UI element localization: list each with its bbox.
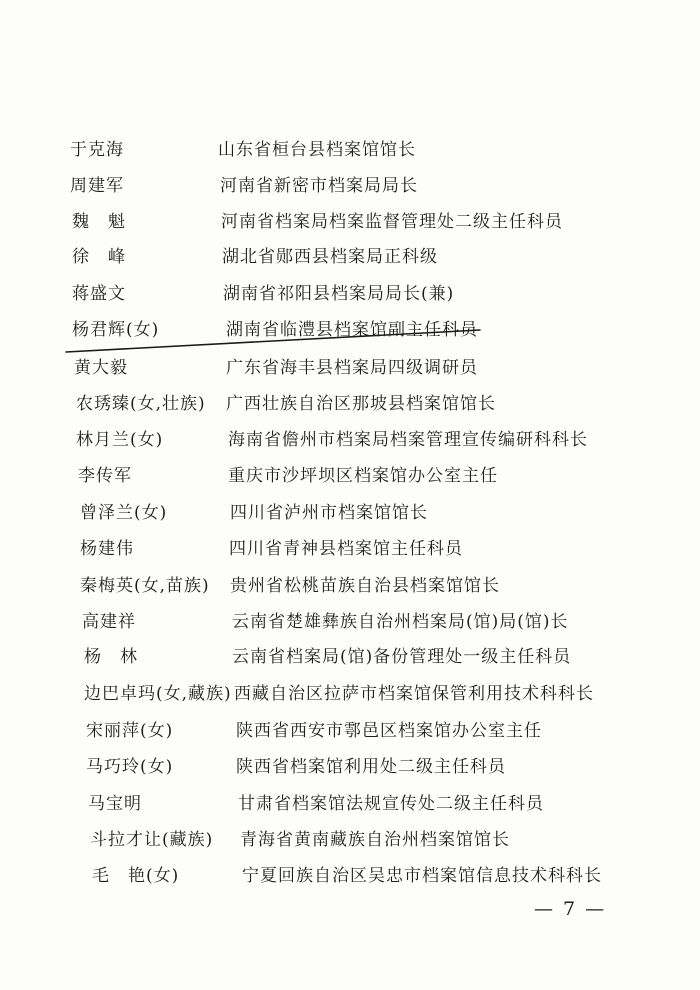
person-name: 魏 魁 (72, 212, 126, 232)
person-name: 徐 峰 (72, 247, 126, 267)
person-position: 陕西省档案馆利用处二级主任科员 (236, 757, 506, 777)
person-position: 河南省档案局档案监督管理处二级主任科员 (221, 212, 563, 232)
person-position: 海南省儋州市档案局档案管理宣传编研科科长 (228, 430, 588, 450)
person-name: 于克海 (70, 140, 124, 160)
person-name: 马宝明 (88, 794, 142, 814)
person-position: 陕西省西安市鄠邑区档案馆办公室主任 (236, 721, 542, 741)
person-position: 湖南省祁阳县档案局局长(兼) (223, 284, 455, 304)
person-name: 农琇臻(女,壮族) (76, 394, 206, 414)
person-position: 四川省泸州市档案馆馆长 (230, 503, 428, 523)
person-name: 林月兰(女) (76, 430, 164, 450)
person-position: 西藏自治区拉萨市档案馆保管利用技术科科长 (234, 684, 594, 704)
person-position: 河南省新密市档案局局长 (220, 176, 418, 196)
person-position: 湖南省临澧县档案馆副主任科员 (226, 320, 478, 340)
person-position: 宁夏回族自治区吴忠市档案馆信息技术科科长 (242, 866, 602, 886)
person-name: 杨建伟 (80, 539, 134, 559)
person-name: 宋丽萍(女) (86, 721, 174, 741)
person-name: 蒋盛文 (72, 284, 126, 304)
person-name: 李传军 (78, 466, 132, 486)
person-position: 山东省桓台县档案馆馆长 (218, 140, 416, 160)
person-name: 周建军 (70, 176, 124, 196)
person-name: 杨君辉(女) (72, 320, 160, 340)
person-position: 湖北省郧西县档案局正科级 (222, 247, 438, 267)
person-position: 青海省黄南藏族自治州档案馆馆长 (240, 830, 510, 850)
person-name: 马巧玲(女) (86, 757, 174, 777)
person-position: 云南省楚雄彝族自治州档案局(馆)局(馆)长 (232, 612, 569, 632)
person-name: 秦梅英(女,苗族) (80, 576, 210, 596)
person-name: 杨 林 (84, 647, 138, 667)
person-name: 斗拉才让(藏族) (90, 830, 214, 850)
person-name: 黄大毅 (74, 358, 128, 378)
page-number: — 7 — (534, 898, 607, 920)
person-position: 甘肃省档案馆法规宣传处二级主任科员 (238, 794, 544, 814)
person-name: 毛 艳(女) (92, 866, 180, 886)
person-name: 边巴卓玛(女,藏族) (84, 684, 232, 704)
person-position: 广东省海丰县档案局四级调研员 (226, 358, 478, 378)
person-position: 重庆市沙坪坝区档案馆办公室主任 (228, 466, 498, 486)
person-position: 广西壮族自治区那坡县档案馆馆长 (226, 394, 496, 414)
person-position: 四川省青神县档案馆主任科员 (229, 539, 463, 559)
person-position: 云南省档案局(馆)备份管理处一级主任科员 (232, 647, 572, 667)
person-name: 曾泽兰(女) (80, 503, 168, 523)
person-name: 高建祥 (82, 612, 136, 632)
person-position: 贵州省松桃苗族自治县档案馆馆长 (230, 576, 500, 596)
